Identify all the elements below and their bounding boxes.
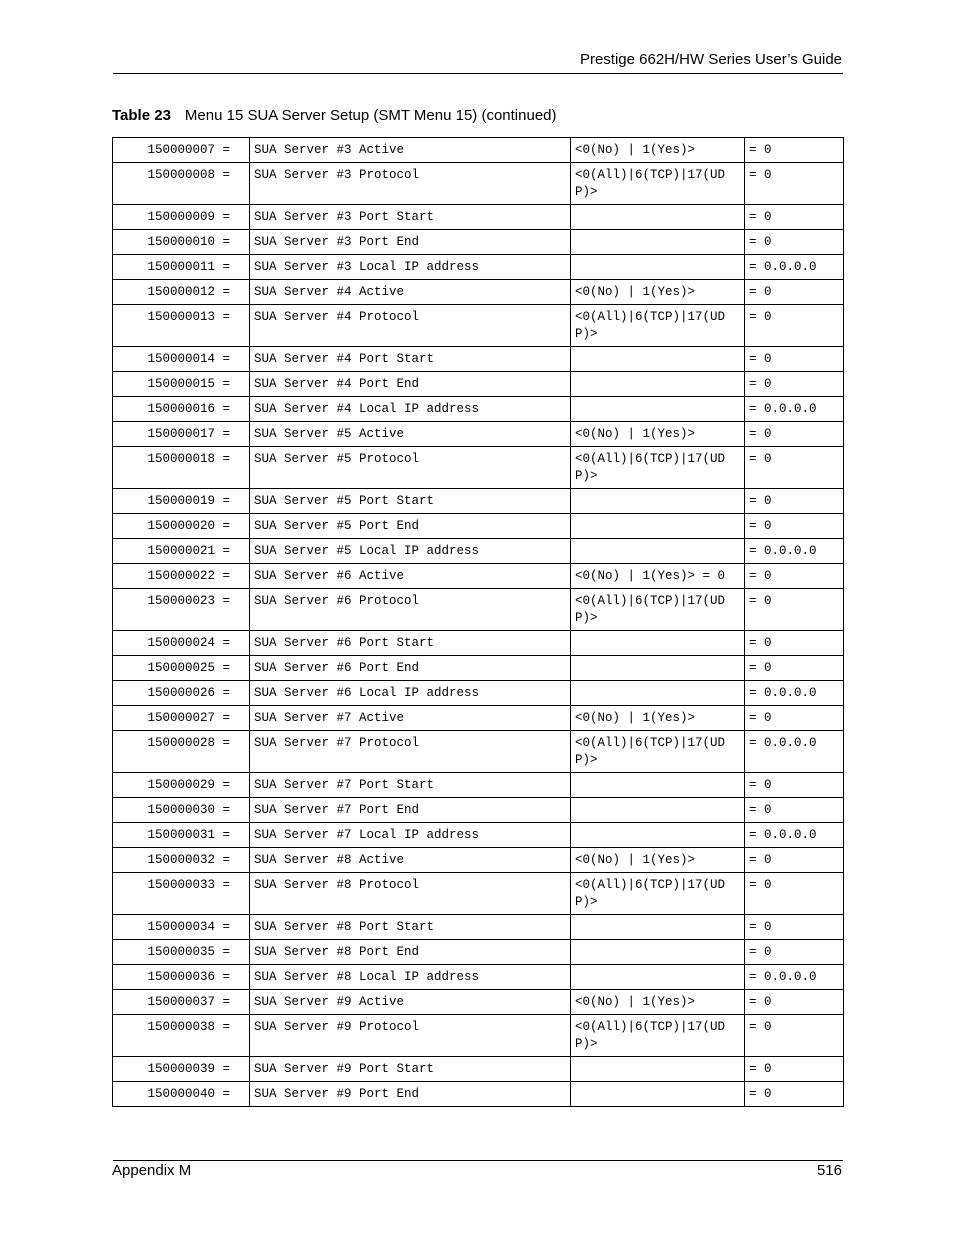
table-row [113, 656, 844, 681]
param-id-cell: 150000033 = [113, 873, 250, 915]
param-options-cell [571, 539, 745, 564]
param-id-cell: 150000013 = [113, 305, 250, 347]
table-row [113, 255, 844, 280]
param-value-cell: = 0 [745, 990, 844, 1015]
param-name-cell: SUA Server #9 Port Start [250, 1057, 571, 1082]
param-name-cell: SUA Server #5 Port Start [250, 489, 571, 514]
param-name-cell: SUA Server #6 Protocol [250, 589, 571, 631]
param-options-cell [571, 631, 745, 656]
table-row [113, 873, 844, 915]
param-options-cell [571, 1082, 745, 1107]
param-id-cell: 150000031 = [113, 823, 250, 848]
param-name-cell: SUA Server #6 Local IP address [250, 681, 571, 706]
param-name-cell: SUA Server #6 Port End [250, 656, 571, 681]
param-id-cell: 150000018 = [113, 447, 250, 489]
param-options-cell [571, 940, 745, 965]
table-row [113, 305, 844, 347]
table-row [113, 915, 844, 940]
param-value-cell: = 0 [745, 589, 844, 631]
table-row [113, 798, 844, 823]
param-options-cell: <0(All)|6(TCP)|17(UDP)> [571, 163, 745, 205]
param-name-cell: SUA Server #4 Port End [250, 372, 571, 397]
param-id-cell: 150000023 = [113, 589, 250, 631]
table-row [113, 397, 844, 422]
param-value-cell: = 0.0.0.0 [745, 397, 844, 422]
param-value-cell: = 0.0.0.0 [745, 731, 844, 773]
param-id-cell: 150000021 = [113, 539, 250, 564]
param-options-cell: <0(No) | 1(Yes)> [571, 138, 745, 163]
param-options-cell [571, 1057, 745, 1082]
table-row [113, 163, 844, 205]
table-row [113, 347, 844, 372]
param-name-cell: SUA Server #7 Port End [250, 798, 571, 823]
param-name-cell: SUA Server #8 Active [250, 848, 571, 873]
param-id-cell: 150000024 = [113, 631, 250, 656]
param-value-cell: = 0 [745, 940, 844, 965]
param-name-cell: SUA Server #8 Port End [250, 940, 571, 965]
table-row [113, 589, 844, 631]
param-name-cell: SUA Server #8 Port Start [250, 915, 571, 940]
table-row [113, 372, 844, 397]
param-id-cell: 150000025 = [113, 656, 250, 681]
table-body [113, 138, 844, 1107]
table-row [113, 773, 844, 798]
param-name-cell: SUA Server #9 Protocol [250, 1015, 571, 1057]
param-name-cell: SUA Server #7 Active [250, 706, 571, 731]
param-options-cell: <0(All)|6(TCP)|17(UDP)> [571, 1015, 745, 1057]
param-value-cell: = 0.0.0.0 [745, 255, 844, 280]
param-value-cell: = 0 [745, 631, 844, 656]
param-value-cell: = 0.0.0.0 [745, 965, 844, 990]
table-row [113, 230, 844, 255]
param-options-cell [571, 798, 745, 823]
param-id-cell: 150000015 = [113, 372, 250, 397]
param-options-cell: <0(All)|6(TCP)|17(UDP)> [571, 731, 745, 773]
table-caption-label: Table 23 [112, 107, 171, 124]
param-name-cell: SUA Server #6 Port Start [250, 631, 571, 656]
param-id-cell: 150000020 = [113, 514, 250, 539]
param-options-cell: <0(No) | 1(Yes)> [571, 848, 745, 873]
param-name-cell: SUA Server #3 Port Start [250, 205, 571, 230]
param-value-cell: = 0 [745, 1015, 844, 1057]
param-value-cell: = 0 [745, 305, 844, 347]
param-id-cell: 150000030 = [113, 798, 250, 823]
param-value-cell: = 0.0.0.0 [745, 681, 844, 706]
param-id-cell: 150000014 = [113, 347, 250, 372]
param-name-cell: SUA Server #9 Active [250, 990, 571, 1015]
param-options-cell [571, 255, 745, 280]
param-name-cell: SUA Server #5 Protocol [250, 447, 571, 489]
param-options-cell [571, 397, 745, 422]
param-value-cell: = 0 [745, 447, 844, 489]
param-id-cell: 150000035 = [113, 940, 250, 965]
header-rule [113, 73, 843, 74]
param-name-cell: SUA Server #4 Active [250, 280, 571, 305]
param-name-cell: SUA Server #6 Active [250, 564, 571, 589]
table-row [113, 940, 844, 965]
param-value-cell: = 0 [745, 848, 844, 873]
param-options-cell [571, 230, 745, 255]
param-value-cell: = 0.0.0.0 [745, 539, 844, 564]
param-value-cell: = 0 [745, 205, 844, 230]
table-row [113, 731, 844, 773]
param-options-cell [571, 656, 745, 681]
footer-section: Appendix M [112, 1162, 192, 1179]
param-id-cell: 150000016 = [113, 397, 250, 422]
param-name-cell: SUA Server #8 Local IP address [250, 965, 571, 990]
param-value-cell: = 0 [745, 564, 844, 589]
table-row [113, 422, 844, 447]
param-id-cell: 150000028 = [113, 731, 250, 773]
param-name-cell: SUA Server #9 Port End [250, 1082, 571, 1107]
param-name-cell: SUA Server #5 Port End [250, 514, 571, 539]
param-options-cell [571, 965, 745, 990]
param-id-cell: 150000008 = [113, 163, 250, 205]
page-number: 516 [816, 1162, 842, 1179]
param-options-cell [571, 205, 745, 230]
table-row [113, 447, 844, 489]
param-value-cell: = 0 [745, 915, 844, 940]
param-options-cell: <0(No) | 1(Yes)> [571, 706, 745, 731]
table-row [113, 539, 844, 564]
param-id-cell: 150000039 = [113, 1057, 250, 1082]
param-id-cell: 150000038 = [113, 1015, 250, 1057]
param-name-cell: SUA Server #7 Protocol [250, 731, 571, 773]
table-row [113, 1082, 844, 1107]
param-id-cell: 150000036 = [113, 965, 250, 990]
param-value-cell: = 0 [745, 280, 844, 305]
table-row [113, 848, 844, 873]
param-options-cell [571, 514, 745, 539]
table-row [113, 205, 844, 230]
param-name-cell: SUA Server #7 Local IP address [250, 823, 571, 848]
param-name-cell: SUA Server #4 Port Start [250, 347, 571, 372]
param-options-cell [571, 347, 745, 372]
param-options-cell: <0(All)|6(TCP)|17(UDP)> [571, 305, 745, 347]
param-options-cell [571, 681, 745, 706]
param-id-cell: 150000022 = [113, 564, 250, 589]
table-row [113, 706, 844, 731]
param-id-cell: 150000017 = [113, 422, 250, 447]
param-value-cell: = 0 [745, 489, 844, 514]
param-name-cell: SUA Server #8 Protocol [250, 873, 571, 915]
param-name-cell: SUA Server #4 Local IP address [250, 397, 571, 422]
param-id-cell: 150000012 = [113, 280, 250, 305]
table-row [113, 965, 844, 990]
param-options-cell [571, 372, 745, 397]
param-name-cell: SUA Server #3 Protocol [250, 163, 571, 205]
param-name-cell: SUA Server #3 Port End [250, 230, 571, 255]
table-row [113, 564, 844, 589]
param-value-cell: = 0 [745, 422, 844, 447]
param-id-cell: 150000010 = [113, 230, 250, 255]
param-value-cell: = 0 [745, 372, 844, 397]
table-row [113, 631, 844, 656]
table-row [113, 1015, 844, 1057]
param-name-cell: SUA Server #7 Port Start [250, 773, 571, 798]
param-value-cell: = 0 [745, 798, 844, 823]
param-options-cell: <0(No) | 1(Yes)> [571, 422, 745, 447]
param-name-cell: SUA Server #4 Protocol [250, 305, 571, 347]
param-options-cell: <0(No) | 1(Yes)> = 0 [571, 564, 745, 589]
param-id-cell: 150000019 = [113, 489, 250, 514]
param-value-cell: = 0 [745, 1082, 844, 1107]
param-value-cell: = 0 [745, 706, 844, 731]
param-name-cell: SUA Server #5 Local IP address [250, 539, 571, 564]
param-id-cell: 150000040 = [113, 1082, 250, 1107]
table-row [113, 489, 844, 514]
param-id-cell: 150000037 = [113, 990, 250, 1015]
table-row [113, 990, 844, 1015]
param-options-cell [571, 915, 745, 940]
param-name-cell: SUA Server #5 Active [250, 422, 571, 447]
table-caption [112, 107, 557, 124]
param-options-cell: <0(No) | 1(Yes)> [571, 280, 745, 305]
param-id-cell: 150000011 = [113, 255, 250, 280]
param-name-cell: SUA Server #3 Local IP address [250, 255, 571, 280]
table-row [113, 823, 844, 848]
param-value-cell: = 0 [745, 347, 844, 372]
param-id-cell: 150000026 = [113, 681, 250, 706]
table-caption-text: Menu 15 SUA Server Setup (SMT Menu 15) (continued) [184, 107, 557, 124]
param-name-cell: SUA Server #3 Active [250, 138, 571, 163]
param-options-cell [571, 489, 745, 514]
param-value-cell: = 0 [745, 656, 844, 681]
sua-server-table [112, 137, 844, 1107]
param-value-cell: = 0 [745, 163, 844, 205]
param-id-cell: 150000029 = [113, 773, 250, 798]
table-row [113, 514, 844, 539]
param-id-cell: 150000007 = [113, 138, 250, 163]
param-options-cell: <0(All)|6(TCP)|17(UDP)> [571, 447, 745, 489]
param-value-cell: = 0 [745, 773, 844, 798]
param-value-cell: = 0 [745, 138, 844, 163]
param-id-cell: 150000034 = [113, 915, 250, 940]
page-header-title: Prestige 662H/HW Series User’s Guide [579, 51, 842, 68]
param-options-cell: <0(All)|6(TCP)|17(UDP)> [571, 873, 745, 915]
param-options-cell: <0(All)|6(TCP)|17(UDP)> [571, 589, 745, 631]
param-value-cell: = 0 [745, 230, 844, 255]
table-row [113, 138, 844, 163]
footer-rule [113, 1160, 843, 1161]
table-row [113, 280, 844, 305]
param-options-cell [571, 823, 745, 848]
param-id-cell: 150000027 = [113, 706, 250, 731]
param-options-cell: <0(No) | 1(Yes)> [571, 990, 745, 1015]
param-value-cell: = 0 [745, 1057, 844, 1082]
param-options-cell [571, 773, 745, 798]
param-id-cell: 150000032 = [113, 848, 250, 873]
param-value-cell: = 0 [745, 514, 844, 539]
param-id-cell: 150000009 = [113, 205, 250, 230]
param-value-cell: = 0 [745, 873, 844, 915]
param-value-cell: = 0.0.0.0 [745, 823, 844, 848]
table-row [113, 681, 844, 706]
table-row [113, 1057, 844, 1082]
